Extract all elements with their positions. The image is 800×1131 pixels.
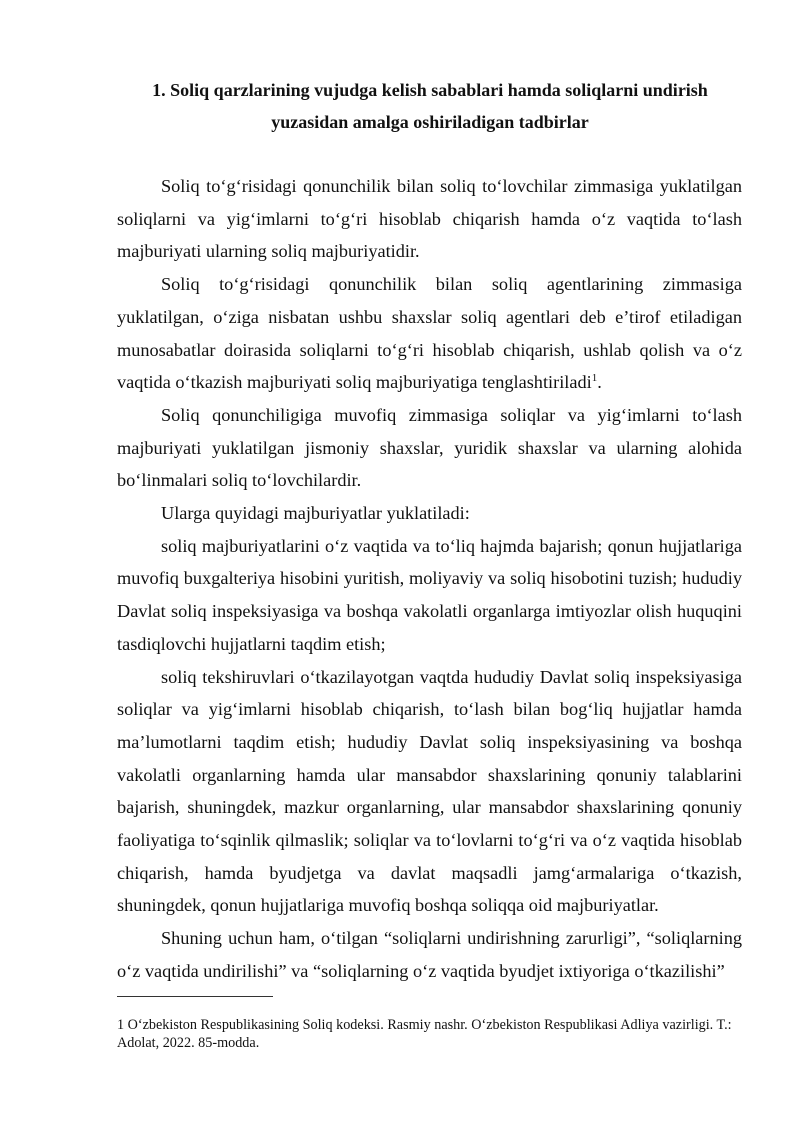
paragraph: Soliq qonunchiligiga muvofiq zimmasiga soliqlar va yig‘imlarni to‘lash majburiyati yuklatilgan jismoniy shaxslar, yuridik shaxslar va ularning alohida bo‘linmalari soliq to‘lovchilardir. [117,404,742,491]
section-heading: 1. Soliq qarzlarining vujudga kelish sabablari hamda soliqlarni undirish yuzasidan amalga oshiriladigan tadbirlar [152,80,708,132]
paragraph: Ularga quyidagi majburiyatlar yuklatiladi: [161,503,470,524]
paragraph: Shuning uchun ham, o‘tilgan “soliqlarni undirishning zarurligi”, “soliqlarning o‘z vaqtida undirilishi” va “soliqlarning o‘z vaqtida byudjet ixtiyoriga o‘tkazilishi” [117,928,742,981]
paragraph: Soliq to‘g‘risidagi qonunchilik bilan soliq agentlarining zimmasiga yuklatilgan, o‘ziga nisbatan ushbu shaxslar soliq agentlari deb e’tirof etiladigan munosabatlar doirasida soliqlarni to‘g‘ri hisoblab chiqarish, ushlab qolish va o‘z vaqtida o‘tkazish majburiyati soliq majburiyatiga tenglashtiriladi$^1$. [117,274,742,393]
paragraph: soliq tekshiruvlari o‘tkazilayotgan vaqtda hududiy Davlat soliq inspeksiyasiga soliqlar va yig‘imlarni hisoblab chiqarish, to‘lash bilan bog‘liq hujjatlar hamda ma’lumotlarni taqdim etish; hududiy Davlat soliq inspeksiyasining va boshqa vakolatli organlarning hamda ular mansabdor shaxslarining qonuniy talablarini bajarish, shuningdek, mazkur organlarning, ular mansabdor shaxslarining qonuniy faoliyatiga to‘sqinlik qilmaslik; soliqlar va to‘lovlarni to‘g‘ri va o‘z vaqtida hisoblab chiqarish, hamda byudjetga va davlat maqsadli jamg‘armalariga o‘tkazish, shuningdek, qonun hujjatlariga muvofiq boshqa soliqqa oid majburiyatlar. [117,666,742,916]
paragraph: Soliq to‘g‘risidagi qonunchilik bilan soliq to‘lovchilar zimmasiga yuklatilgan soliqlarni va yig‘imlarni to‘g‘ri hisoblab chiqarish hamda o‘z vaqtida to‘lash majburiyati ularning soliq majburiyatidir. [117,176,742,262]
footnote-marker[interactable]: 1 [591,372,598,385]
footnote [117,1016,737,1052]
paragraph: soliq majburiyatlarini o‘z vaqtida va to‘liq hajmda bajarish; qonun hujjatlariga muvofiq buxgalteriya hisobini yuritish, moliyaviy va soliq hisobotini tuzish; hududiy Davlat soliq inspeksiyasiga va boshqa vakolatli organlarga imtiyozlar olish huquqini tasdiqlovchi hujjatlarni taqdim etish; [117,535,742,654]
footnote-separator [117,996,273,997]
footnote-text: O‘zbekiston Respublikasining Soliq kodeksi. Rasmiy nashr. O‘zbekiston Respublikasi Adliya vazirligi. T.: Adolat, 2022. 85-modda. [117,1017,732,1051]
footnote-number: 1 [117,1017,125,1033]
body-text [117,170,742,988]
